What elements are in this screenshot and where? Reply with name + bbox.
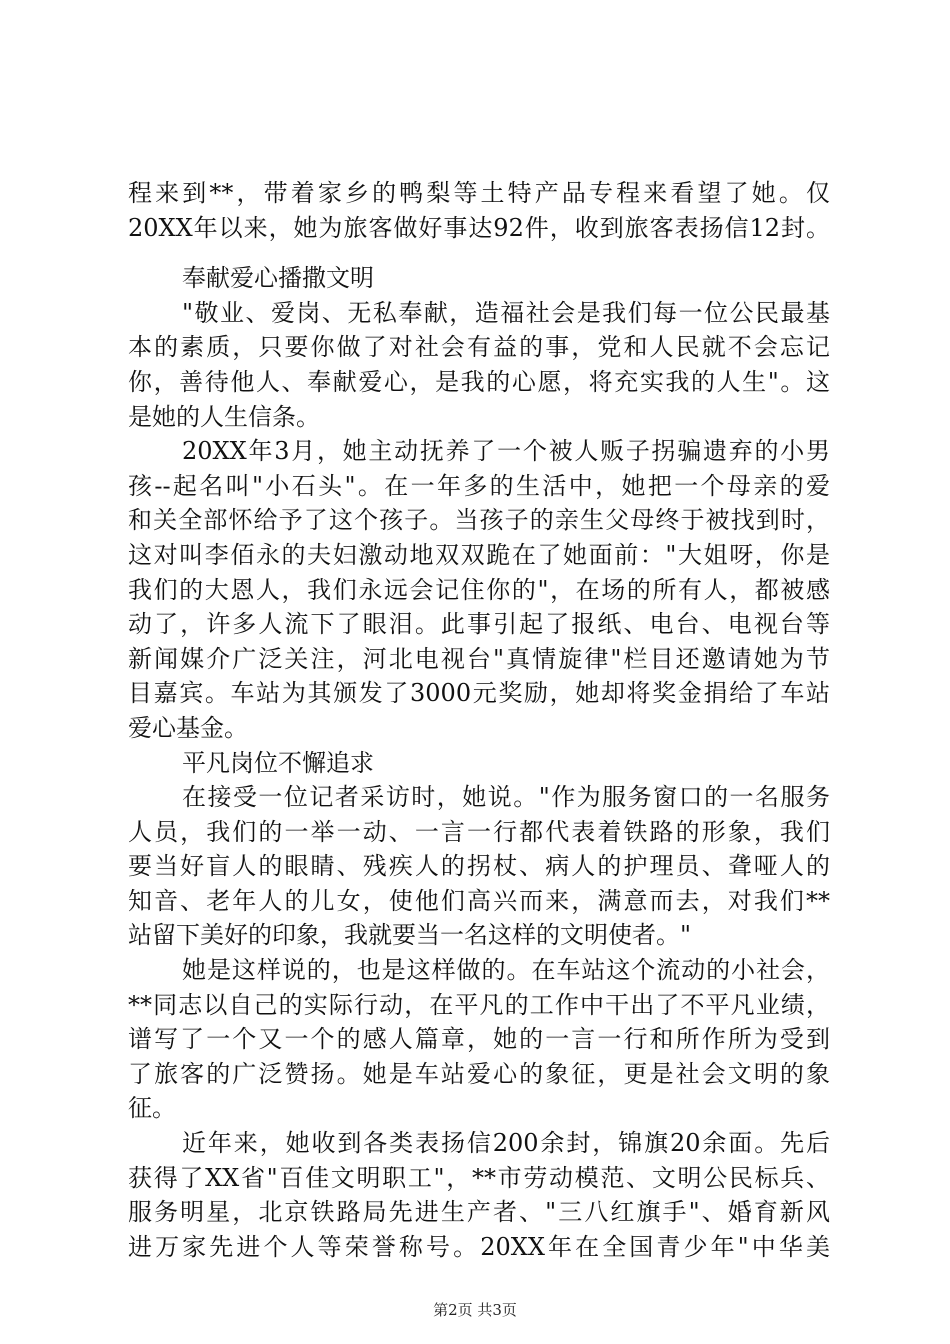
text-line: 目嘉宾。车站为其颁发了3000元奖励，她却将奖金捐给了车站 [128,679,830,708]
text-line: **同志以自己的实际行动，在平凡的工作中干出了不平凡业绩， [128,990,830,1019]
text-line: 程来到**，带着家乡的鸭梨等土特产品专程来看望了她。仅 [128,179,830,207]
text-line: 爱心基金。 [128,713,248,742]
text-line: 近年来，她收到各类表扬信200余封，锦旗20余面。先后 [182,1129,830,1158]
text-line: 进万家先进个人等荣誉称号。20XX年在全国青少年"中华美 [128,1232,830,1261]
text-line: 获得了XX省"百佳文明职工"，**市劳动模范、文明公民标兵、 [128,1163,830,1192]
text-line: 要当好盲人的眼睛、残疾人的拐杖、病人的护理员、聋哑人的 [128,852,830,881]
text-line: 新闻媒介广泛关注，河北电视台"真情旋律"栏目还邀请她为节 [128,644,830,673]
text-line: 是她的人生信条。 [128,402,320,431]
text-line: 谱写了一个又一个的感人篇章，她的一言一行和所作所为受到 [128,1025,830,1054]
section-heading: 奉献爱心播撒文明 [182,264,374,293]
text-line: 了旅客的广泛赞扬。她是车站爱心的象征，更是社会文明的象 [128,1059,830,1088]
text-line: 动了，许多人流下了眼泪。此事引起了报纸、电台、电视台等 [128,610,830,639]
page-footer: 第2页 共3页 [433,1301,517,1319]
text-line: 和关全部怀给予了这个孩子。当孩子的亲生父母终于被找到时， [128,506,830,535]
document-body [128,176,830,1264]
text-line: 我们的大恩人，我们永远会记住你的"，在场的所有人，都被感 [128,575,830,604]
text-line: 站留下美好的印象，我就要当一名这样的文明使者。" [128,921,692,950]
text-line: "敬业、爱岗、无私奉献，造福社会是我们每一位公民最基 [182,298,830,327]
text-line: 服务明星，北京铁路局先进生产者、"三八红旗手"、婚育新风 [128,1198,830,1227]
text-line: 20XX年3月，她主动抚养了一个被人贩子拐骗遗弃的小男 [182,437,830,466]
text-line: 孩--起名叫"小石头"。在一年多的生活中，她把一个母亲的爱 [128,471,830,500]
text-line: 知音、老年人的儿女，使他们高兴而来，满意而去，对我们** [128,886,830,915]
text-line: 你，善待他人、奉献爱心，是我的心愿，将充实我的人生"。这 [128,367,830,396]
text-line: 征。 [128,1094,176,1123]
text-line: 人员，我们的一举一动、一言一行都代表着铁路的形象，我们 [128,817,830,846]
text-line: 她是这样说的，也是这样做的。在车站这个流动的小社会， [182,956,830,985]
text-line: 在接受一位记者采访时，她说。"作为服务窗口的一名服务 [182,783,830,812]
section-heading: 平凡岗位不懈追求 [182,748,374,777]
text-line: 本的素质，只要你做了对社会有益的事，党和人民就不会忘记 [128,333,830,362]
text-line: 这对叫李佰永的夫妇激动地双双跪在了她面前："大姐呀，你是 [128,540,830,569]
text-line: 20XX年以来，她为旅客做好事达92件，收到旅客表扬信12封。 [128,213,830,242]
